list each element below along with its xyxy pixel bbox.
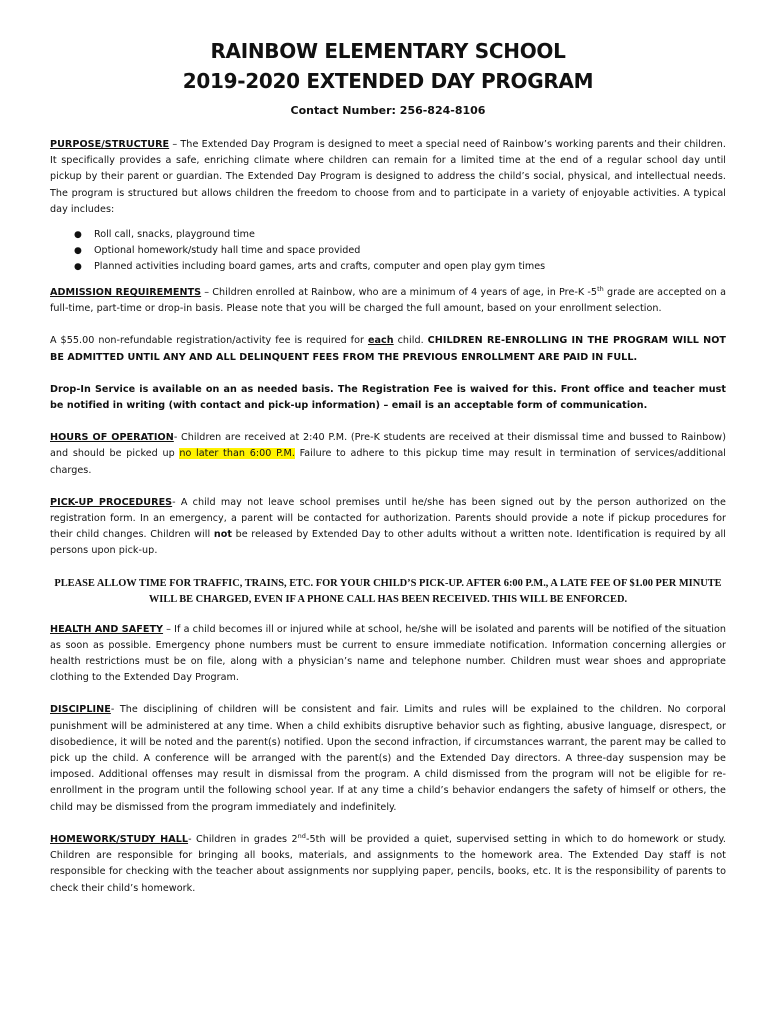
homework-heading: HOMEWORK/STUDY HALL bbox=[50, 833, 189, 845]
homework-text-b: -5th will be provided a quiet, supervised setting in which to do homework or study. Children are responsible for bringing all books, materials, and assignments to the homework area. The Extended Day staff is not responsible for checking with the teacher about assignments nor supplying paper, pencils, books, etc. It is the responsibility of parents to check their child’s homework. bbox=[50, 833, 726, 894]
fee-text-b: child. bbox=[393, 335, 428, 347]
typical-day-list bbox=[50, 227, 726, 275]
fee-warning: CHILDREN RE-ENROLLING IN THE PROGRAM WILL NOT BE ADMITTED UNTIL ANY AND ALL DELINQUENT FEES FROM THE PREVIOUS ENROLLMENT ARE PAID IN FULL. bbox=[50, 335, 727, 363]
homework-text-a: - Children in grades 2 bbox=[188, 833, 298, 845]
dropin-paragraph: Drop-In Service is available on an as needed basis. The Registration Fee is waived for this. Front office and teacher must be notified in writing (with contact and pick-up information) – email is an acceptable form of communication. bbox=[50, 383, 726, 412]
health-text: – If a child becomes ill or injured while at school, he/she will be isolated and parents will be notified of the situation as soon as possible. Emergency phone numbers must be current to ensure immediate notification. Information concerning allergies or health restrictions must be on file, along with a physician’s name and telephone number. Children must wear shoes and appropriate clothing to the Extended Day Program. bbox=[50, 623, 726, 684]
purpose-heading: PURPOSE/STRUCTURE bbox=[50, 139, 170, 150]
admission-text-b: grade are accepted on a full-time, part-time or drop-in basis. Please note that you will be charged the full amount, based on your enrollment selection. bbox=[50, 287, 726, 315]
pickup-text-a: - A child may not leave school premises until he/she has been signed out by the person authorized on the registration form. In an emergency, a parent will be contacted for authorization. Parents should provide a note if pickup procedures for their child changes. Children will bbox=[50, 496, 726, 541]
list-item-text: Optional homework/study hall time and space provided bbox=[94, 245, 361, 257]
admission-paragraph bbox=[50, 285, 726, 317]
bullet-icon: ● bbox=[74, 262, 82, 273]
homework-paragraph bbox=[50, 832, 726, 897]
discipline-heading: DISCIPLINE bbox=[50, 704, 111, 716]
admission-heading: ADMISSION REQUIREMENTS bbox=[50, 287, 202, 299]
health-heading: HEALTH AND SAFETY bbox=[50, 623, 164, 635]
health-paragraph bbox=[50, 622, 726, 687]
admission-text-a: – Children enrolled at Rainbow, who are a minimum of 4 years of age, in Pre-K -5 bbox=[201, 287, 598, 299]
list-item-text: Planned activities including board games, arts and crafts, computer and open play gym times bbox=[94, 261, 546, 273]
pickup-not: not bbox=[213, 529, 232, 541]
school-title: RAINBOW ELEMENTARY SCHOOL bbox=[210, 39, 566, 63]
list-item bbox=[74, 227, 726, 243]
purpose-text: – The Extended Day Program is designed to meet a special need of Rainbow’s working parents and their children. It specifically provides a safe, enriching climate where children can remain for a limited time at the end of a regular school day until pickup by their parent or guardian. The Extended Day Program is designed to address the child’s social, physical, and intellectual needs. The program is structured but allows children the freedom to choose from and to participate in a variety of enjoyable activities. A typical day includes: bbox=[50, 139, 726, 215]
fee-paragraph bbox=[50, 333, 726, 365]
late-fee-notice: PLEASE ALLOW TIME FOR TRAFFIC, TRAINS, ETC. FOR YOUR CHILD’S PICK-UP. AFTER 6:00 P.M., A LATE FEE OF $1.00 PER MINUTE WILL BE CHARGED, EVEN IF A PHONE CALL HAS BEEN RECEIVED. THIS WILL BE ENFORCED. bbox=[54, 577, 722, 605]
pickup-deadline-highlight: no later than 6:00 P.M. bbox=[179, 448, 295, 460]
discipline-text: - The disciplining of children will be consistent and fair. Limits and rules will be explained to the children. No corporal punishment will be administered at any time. When a child exhibits disruptive behavior such as fighting, abusive language, disrespect, or disobedience, it will be noted and the parent(s) notified. Upon the second infraction, if circumstances warrant, the parent may be called to pick up the child. A conference will be arranged with the parent(s) and the Extended Day directors. A three-day suspension may be imposed. Additional offenses may result in dismissal from the program. A child dismissed from the program will not be eligible for re-enrollment in the program until the following school year. If at any time a child’s behavior endangers the safety of himself or others, the child may be dismissed from the program immediately and indefinitely. bbox=[50, 704, 726, 813]
purpose-paragraph bbox=[50, 137, 726, 218]
hours-heading: HOURS OF OPERATION bbox=[50, 432, 174, 444]
hours-text-b: Failure to adhere to this pickup time may result in termination of services/additional charges. bbox=[50, 448, 726, 476]
document-page bbox=[50, 36, 726, 913]
homework-sup: nd bbox=[297, 831, 306, 840]
admission-sup: th bbox=[597, 284, 604, 293]
fee-text-a: A $55.00 non-refundable registration/activity fee is required for bbox=[50, 335, 368, 347]
hours-text-a: - Children are received at 2:40 P.M. (Pre-K students are received at their dismissal time and bussed to Rainbow) and should be picked up bbox=[50, 432, 726, 460]
contact-number: Contact Number: 256-824-8106 bbox=[290, 104, 486, 117]
list-item bbox=[74, 243, 726, 259]
pickup-text-b: be released by Extended Day to other adults without a written note. Identification is required by all persons upon pick-up. bbox=[50, 529, 726, 557]
pickup-paragraph bbox=[50, 495, 726, 560]
bullet-icon: ● bbox=[74, 246, 82, 257]
list-item-text: Roll call, snacks, playground time bbox=[94, 229, 255, 241]
bullet-icon: ● bbox=[74, 230, 82, 241]
program-title: 2019-2020 EXTENDED DAY PROGRAM bbox=[182, 69, 594, 93]
fee-each: each bbox=[367, 335, 394, 347]
list-item bbox=[74, 259, 726, 275]
pickup-heading: PICK-UP PROCEDURES bbox=[50, 496, 173, 508]
discipline-paragraph bbox=[50, 702, 726, 815]
hours-paragraph bbox=[50, 430, 726, 479]
